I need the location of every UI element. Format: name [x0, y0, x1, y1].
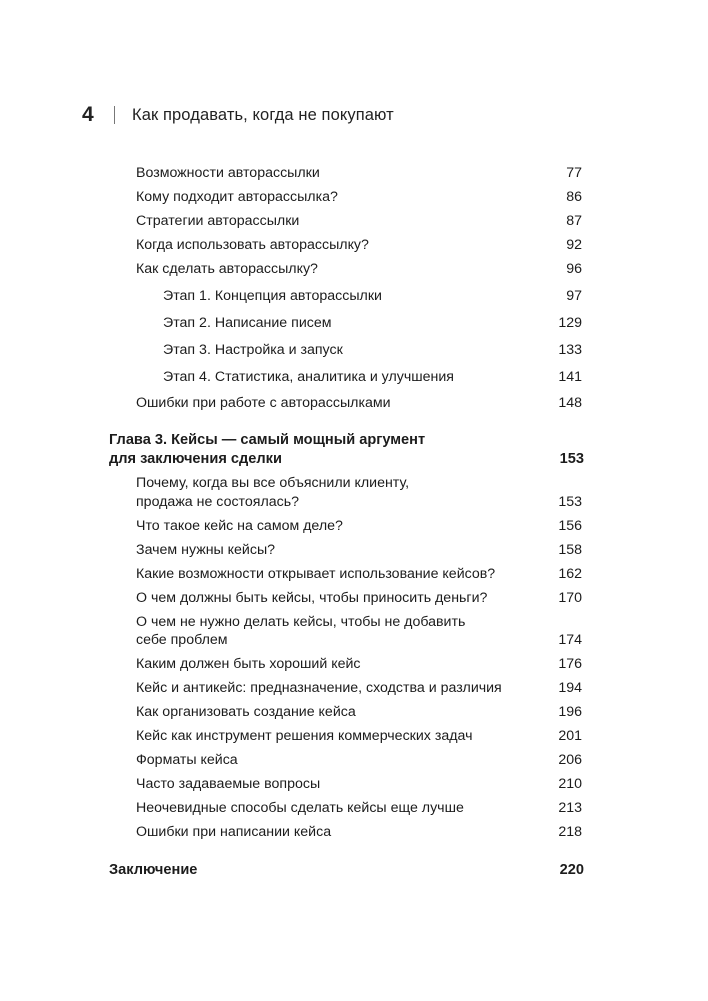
toc-entry-title: Стратегии авторассылки	[136, 213, 300, 229]
toc-chapter-title-line1: Глава 3. Кейсы — самый мощный аргумент	[109, 432, 426, 448]
toc-entry-page: 153	[558, 494, 582, 510]
toc-entry-title: О чем должны быть кейсы, чтобы приносить деньги?	[136, 590, 488, 606]
running-header	[82, 103, 394, 127]
toc-entry-page: 87	[566, 213, 582, 229]
toc-entry-page: 194	[558, 680, 582, 696]
toc-entry-page: 201	[558, 728, 582, 744]
toc-entry-page: 129	[558, 315, 582, 331]
toc-entry-title: Часто задаваемые вопросы	[136, 776, 321, 792]
book-title: Как продавать, когда не покупают	[132, 105, 394, 124]
toc-entry-page: 206	[558, 752, 582, 768]
toc-entry-title: Этап 4. Статистика, аналитика и улучшения	[163, 369, 454, 385]
toc-entry-page: 176	[558, 656, 582, 672]
toc-entry-title-line1: Почему, когда вы все объяснили клиенту,	[136, 475, 410, 491]
toc-entry-title: Как организовать создание кейса	[136, 704, 356, 720]
toc-entry-title: Кейс и антикейс: предназначение, сходства и различия	[136, 680, 502, 696]
toc-entry-page: 133	[558, 342, 582, 358]
toc-entry-page: 86	[566, 189, 582, 205]
toc-chapter-title-line2: для заключения сделки	[109, 451, 282, 467]
toc-chapter-page: 153	[559, 451, 584, 467]
toc-entry-title: Зачем нужны кейсы?	[136, 542, 276, 558]
toc-entry-page: 156	[558, 518, 582, 534]
toc-entry-title: Когда использовать авторассылку?	[136, 237, 369, 253]
toc-entry-title-line1: О чем не нужно делать кейсы, чтобы не добавить	[136, 614, 466, 630]
toc-entry-page: 97	[566, 288, 582, 304]
toc-entry-title: Неочевидные способы сделать кейсы еще лучше	[136, 800, 464, 816]
toc-entry-title: Что такое кейс на самом деле?	[136, 518, 343, 534]
toc-entry-page: 148	[558, 395, 582, 411]
toc-entry-title: Этап 2. Написание писем	[163, 315, 332, 331]
toc-entry-page: 162	[558, 566, 582, 582]
toc-entry-page: 213	[558, 800, 582, 816]
toc-entry-title: Возможности авторассылки	[136, 165, 320, 181]
toc-chapter-page: 220	[559, 862, 584, 878]
toc-entry-title: Каким должен быть хороший кейс	[136, 656, 361, 672]
toc-entry-title: Этап 1. Концепция авторассылки	[163, 288, 382, 304]
toc-entry-page: 196	[558, 704, 582, 720]
toc-entry-page: 141	[558, 369, 582, 385]
toc-entry-title: Ошибки при написании кейса	[136, 824, 332, 840]
toc-chapter-title: Заключение	[109, 862, 198, 878]
toc-entry-page: 158	[558, 542, 582, 558]
toc-entry-page: 174	[558, 632, 582, 648]
toc-entry-title: Форматы кейса	[136, 752, 238, 768]
toc-entry-page: 170	[558, 590, 582, 606]
toc-entry-title-line2: себе проблем	[136, 632, 228, 648]
toc-entry-title: Как сделать авторассылку?	[136, 261, 318, 277]
toc-entry-page: 92	[566, 237, 582, 253]
page-number: 4	[82, 103, 94, 126]
toc-entry-title-line2: продажа не состоялась?	[136, 494, 300, 510]
toc-entry-title: Ошибки при работе с авторассылками	[136, 395, 391, 411]
toc-entry-title: Какие возможности открывает использование кейсов?	[136, 566, 496, 582]
toc-entry-page: 218	[558, 824, 582, 840]
toc-entry-title: Этап 3. Настройка и запуск	[163, 342, 343, 358]
toc-entry-page: 96	[566, 261, 582, 277]
toc-entry-title: Кейс как инструмент решения коммерческих задач	[136, 728, 473, 744]
toc-entry-page: 77	[566, 165, 582, 181]
toc-entry-page: 210	[558, 776, 582, 792]
toc-entry-title: Кому подходит авторассылка?	[136, 189, 338, 205]
header-divider	[114, 106, 115, 124]
